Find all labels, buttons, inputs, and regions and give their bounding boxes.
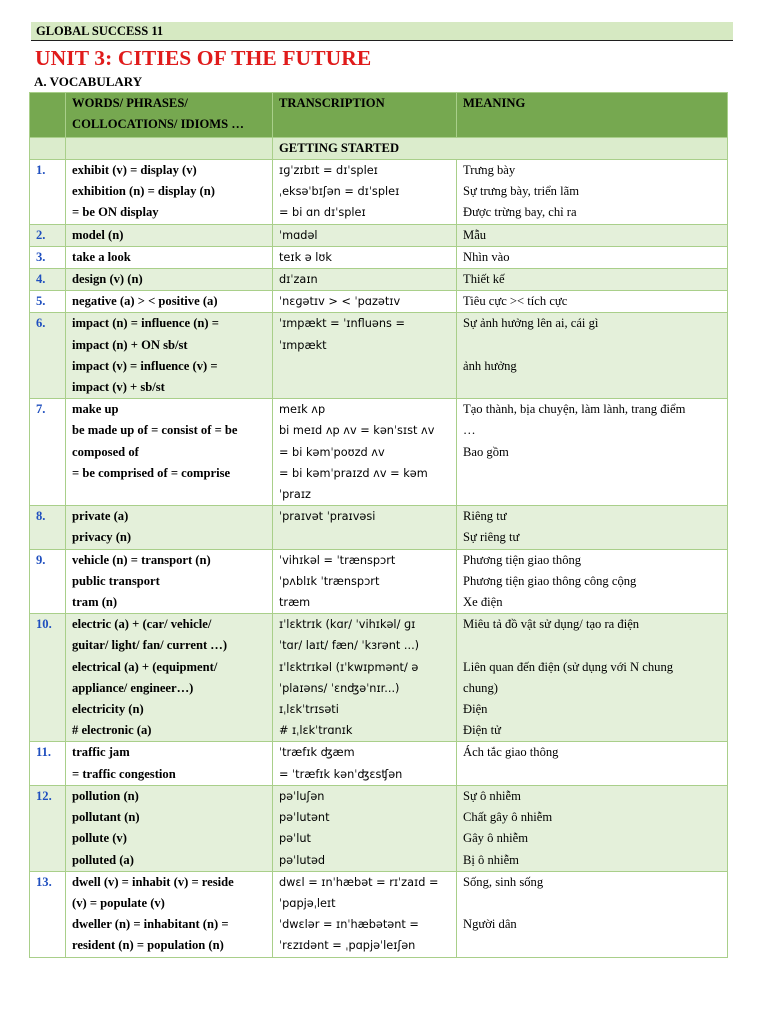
word-line: make up bbox=[72, 402, 119, 417]
meaning-cell bbox=[457, 246, 728, 268]
meaning-line: Thiết kế bbox=[463, 272, 505, 287]
word-line: take a look bbox=[72, 249, 131, 264]
meaning-line: Bị ô nhiễm bbox=[463, 852, 519, 867]
header-words-cell: WORDS/ PHRASES/ COLLOCATIONS/ IDIOMS … bbox=[66, 93, 273, 138]
transcription-line: ˈpraɪz bbox=[279, 488, 311, 502]
transcription-cell bbox=[273, 549, 457, 614]
transcription-cell bbox=[273, 742, 457, 785]
row-number: 12. bbox=[30, 785, 66, 871]
transcription-line: ˈvihɪkəl = ˈtrænspɔrt bbox=[279, 553, 396, 567]
meaning-line: Trưng bày bbox=[463, 163, 516, 177]
meaning-line: Sự trưng bày, triển lãm bbox=[463, 184, 580, 199]
word-line: vehicle (n) = transport (n) bbox=[72, 552, 211, 567]
word-line: (v) = populate (v) bbox=[72, 895, 165, 910]
word-line: resident (n) = population (n) bbox=[72, 938, 224, 953]
table-row bbox=[30, 269, 728, 291]
transcription-line: ˈpraɪvət ˈpraɪvəsi bbox=[279, 510, 376, 524]
word-line: private (a) bbox=[72, 509, 129, 524]
section-empty-cell bbox=[30, 138, 66, 160]
section-empty-cell bbox=[66, 138, 273, 160]
words-cell bbox=[66, 399, 273, 506]
word-line: pollution (n) bbox=[72, 788, 139, 803]
unit-title: UNIT 3: CITIES OF THE FUTURE bbox=[35, 46, 372, 70]
word-line: impact (v) + sb/st bbox=[72, 380, 165, 395]
meaning-line: chung) bbox=[463, 680, 498, 695]
transcription-line: teɪk ə lʊk bbox=[279, 250, 332, 264]
word-line: impact (n) + ON sb/st bbox=[72, 337, 188, 352]
table-row bbox=[30, 224, 728, 246]
meaning-cell bbox=[457, 160, 728, 225]
words-cell bbox=[66, 160, 273, 225]
transcription-line: bi meɪd ʌp ʌv = kənˈsɪst ʌv bbox=[279, 424, 435, 438]
table-row bbox=[30, 871, 728, 957]
table-row bbox=[30, 246, 728, 268]
row-number: 1. bbox=[30, 160, 66, 225]
meaning-cell bbox=[457, 269, 728, 291]
word-line: electric (a) + (car/ vehicle/ bbox=[72, 617, 212, 632]
section-heading-row bbox=[30, 138, 728, 160]
meaning-line: Phương tiện giao thông công cộng bbox=[463, 573, 637, 588]
transcription-line: ɪˌlɛkˈtrɪsəti bbox=[279, 703, 339, 717]
transcription-line: ˈɪmpækt bbox=[279, 338, 327, 352]
meaning-line: Xe điện bbox=[463, 595, 503, 610]
word-line: dweller (n) = inhabitant (n) = bbox=[72, 917, 229, 932]
word-line: = be ON display bbox=[72, 205, 159, 220]
meaning-line: Ách tắc giao thông bbox=[463, 745, 559, 760]
word-line: = be comprised of = comprise bbox=[72, 465, 231, 480]
words-cell bbox=[66, 506, 273, 549]
header-number-cell bbox=[30, 93, 66, 138]
transcription-cell bbox=[273, 313, 457, 399]
word-line: appliance/ engineer…) bbox=[72, 680, 194, 695]
word-line: privacy (n) bbox=[72, 530, 132, 545]
meaning-line: Tạo thành, bịa chuyện, làm lành, trang điểm bbox=[463, 402, 686, 417]
word-line: electrical (a) + (equipment/ bbox=[72, 659, 218, 674]
transcription-cell bbox=[273, 399, 457, 506]
word-line: pollutant (n) bbox=[72, 810, 140, 825]
blank-line bbox=[463, 893, 723, 914]
words-cell bbox=[66, 614, 273, 742]
row-number: 11. bbox=[30, 742, 66, 785]
word-line: dwell (v) = inhabit (v) = reside bbox=[72, 874, 234, 889]
blank-line bbox=[463, 335, 723, 356]
meaning-cell bbox=[457, 785, 728, 871]
word-line: traffic jam bbox=[72, 745, 130, 760]
transcription-cell bbox=[273, 246, 457, 268]
word-line: impact (v) = influence (v) = bbox=[72, 358, 218, 373]
header-transcription-cell: TRANSCRIPTION bbox=[273, 93, 457, 138]
word-line: composed of bbox=[72, 444, 139, 459]
word-line: impact (n) = influence (n) = bbox=[72, 316, 219, 331]
words-cell bbox=[66, 742, 273, 785]
word-line: electricity (n) bbox=[72, 702, 144, 717]
transcription-line: ˈtɑr/ laɪt/ fæn/ ˈkɜrənt ...) bbox=[279, 639, 420, 653]
transcription-cell bbox=[273, 224, 457, 246]
meaning-line: … bbox=[463, 423, 476, 438]
meaning-cell bbox=[457, 549, 728, 614]
transcription-line: ˈtræfɪk ʤæm bbox=[279, 746, 355, 760]
table-row bbox=[30, 614, 728, 742]
transcription-cell bbox=[273, 160, 457, 225]
blank-line bbox=[463, 635, 723, 656]
words-cell bbox=[66, 269, 273, 291]
section-label: A. VOCABULARY bbox=[34, 74, 143, 89]
word-line: public transport bbox=[72, 573, 160, 588]
transcription-line: ˌeksəˈbɪʃən = dɪˈspleɪ bbox=[279, 185, 400, 199]
meaning-line: Riêng tư bbox=[463, 509, 507, 524]
transcription-line: ˈɪmpækt = ˈɪnfluəns = bbox=[279, 317, 405, 331]
transcription-line: = bi kəmˈpoʊzd ʌv bbox=[279, 445, 385, 459]
transcription-cell bbox=[273, 291, 457, 313]
transcription-line: træm bbox=[279, 596, 311, 610]
meaning-line: Gây ô nhiễm bbox=[463, 831, 529, 846]
word-line: design (v) (n) bbox=[72, 272, 143, 287]
row-number: 10. bbox=[30, 614, 66, 742]
words-cell bbox=[66, 549, 273, 614]
meaning-line: Sống, sinh sống bbox=[463, 874, 544, 889]
transcription-line: = bi kəmˈpraɪzd ʌv = kəm bbox=[279, 466, 428, 480]
transcription-cell bbox=[273, 871, 457, 957]
transcription-line: ˈplaɪəns/ ˈɛnʤəˈnɪr...) bbox=[279, 681, 400, 695]
table-header-row bbox=[30, 93, 728, 138]
transcription-line: ˈmɑdəl bbox=[279, 228, 318, 242]
meaning-line: Phương tiện giao thông bbox=[463, 552, 582, 567]
row-number: 9. bbox=[30, 549, 66, 614]
meaning-line: Tiêu cực >< tích cực bbox=[463, 294, 568, 309]
meaning-line: ảnh hưởng bbox=[463, 358, 517, 373]
transcription-line: pəˈlutəd bbox=[279, 853, 326, 867]
transcription-line: = bi ɑn dɪˈspleɪ bbox=[279, 206, 366, 220]
meaning-cell bbox=[457, 291, 728, 313]
meaning-line: Bao gồm bbox=[463, 444, 509, 459]
meaning-line: Người dân bbox=[463, 917, 517, 932]
transcription-line: dwɛl = ɪnˈhæbət = rɪˈzaɪd = bbox=[279, 875, 439, 889]
table-row bbox=[30, 742, 728, 785]
meaning-line: Sự ảnh hưởng lên ai, cái gì bbox=[463, 316, 599, 331]
transcription-line: ˈdwɛlər = ɪnˈhæbətənt = bbox=[279, 918, 419, 932]
transcription-line: ˈnɛɡətɪv > < ˈpɑzətɪv bbox=[279, 295, 401, 309]
transcription-cell bbox=[273, 785, 457, 871]
transcription-line: meɪk ʌp bbox=[279, 403, 326, 417]
words-cell bbox=[66, 785, 273, 871]
word-line: guitar/ light/ fan/ current …) bbox=[72, 638, 228, 653]
word-line: polluted (a) bbox=[72, 852, 134, 867]
meaning-cell bbox=[457, 871, 728, 957]
words-cell bbox=[66, 313, 273, 399]
transcription-line: ɪˈlɛktrɪkəl (ɪˈkwɪpmənt/ ə bbox=[279, 660, 419, 674]
transcription-cell bbox=[273, 506, 457, 549]
transcription-line: ˈpʌblɪk ˈtrænspɔrt bbox=[279, 574, 380, 588]
transcription-line: pəˈluʃən bbox=[279, 789, 325, 803]
meaning-line: Sự riêng tư bbox=[463, 530, 520, 545]
transcription-line: ɪɡˈzɪbɪt = dɪˈspleɪ bbox=[279, 164, 378, 177]
meaning-cell bbox=[457, 224, 728, 246]
vocabulary-table bbox=[29, 92, 728, 958]
row-number: 3. bbox=[30, 246, 66, 268]
transcription-cell bbox=[273, 614, 457, 742]
words-cell bbox=[66, 291, 273, 313]
words-cell bbox=[66, 246, 273, 268]
meaning-line: Nhìn vào bbox=[463, 249, 510, 264]
header-meaning-cell: MEANING bbox=[457, 93, 728, 138]
meaning-line: Điện tử bbox=[463, 723, 501, 738]
transcription-line: ɪˈlɛktrɪk (kɑr/ ˈvihɪkəl/ ɡɪ bbox=[279, 618, 416, 632]
book-header: GLOBAL SUCCESS 11 bbox=[36, 24, 164, 38]
transcription-line: ˈpɑpjəˌleɪt bbox=[279, 896, 336, 910]
table-row bbox=[30, 549, 728, 614]
words-cell bbox=[66, 224, 273, 246]
table-row bbox=[30, 313, 728, 399]
meaning-cell bbox=[457, 399, 728, 506]
transcription-line: dɪˈzaɪn bbox=[279, 273, 318, 287]
word-line: exhibition (n) = display (n) bbox=[72, 184, 215, 199]
meaning-line: Mẫu bbox=[463, 227, 487, 242]
word-line: tram (n) bbox=[72, 595, 118, 610]
transcription-line: ˈrɛzɪdənt = ˌpɑpjəˈleɪʃən bbox=[279, 939, 416, 953]
transcription-line: pəˈlut bbox=[279, 832, 311, 846]
row-number: 6. bbox=[30, 313, 66, 399]
section-heading: GETTING STARTED bbox=[273, 138, 728, 160]
transcription-line: pəˈlutənt bbox=[279, 811, 330, 825]
transcription-line: = ˈtræfɪk kənˈʤɛsʧən bbox=[279, 767, 403, 781]
meaning-cell bbox=[457, 614, 728, 742]
row-number: 5. bbox=[30, 291, 66, 313]
words-cell bbox=[66, 871, 273, 957]
row-number: 7. bbox=[30, 399, 66, 506]
word-line: negative (a) > < positive (a) bbox=[72, 294, 218, 309]
row-number: 2. bbox=[30, 224, 66, 246]
word-line: = traffic congestion bbox=[72, 766, 176, 781]
table-row bbox=[30, 785, 728, 871]
meaning-line: Được trừng bay, chỉ ra bbox=[463, 205, 577, 220]
meaning-line: Chất gây ô nhiễm bbox=[463, 810, 553, 825]
meaning-line: Điện bbox=[463, 702, 488, 717]
transcription-line: # ɪˌlɛkˈtrɑnɪk bbox=[279, 724, 353, 738]
meaning-line: Sự ô nhiễm bbox=[463, 788, 521, 803]
word-line: pollute (v) bbox=[72, 831, 127, 846]
word-line: be made up of = consist of = be bbox=[72, 423, 238, 438]
meaning-cell bbox=[457, 313, 728, 399]
table-row bbox=[30, 291, 728, 313]
meaning-line: Miêu tả đồ vật sử dụng/ tạo ra điện bbox=[463, 617, 640, 632]
row-number: 8. bbox=[30, 506, 66, 549]
meaning-cell bbox=[457, 742, 728, 785]
table-row bbox=[30, 399, 728, 506]
transcription-cell bbox=[273, 269, 457, 291]
row-number: 4. bbox=[30, 269, 66, 291]
word-line: # electronic (a) bbox=[72, 723, 152, 738]
word-line: model (n) bbox=[72, 227, 124, 242]
table-row bbox=[30, 160, 728, 225]
table-row bbox=[30, 506, 728, 549]
meaning-line: Liên quan đến điện (sử dụng với N chung bbox=[463, 659, 674, 674]
meaning-cell bbox=[457, 506, 728, 549]
word-line: exhibit (v) = display (v) bbox=[72, 163, 197, 177]
row-number: 13. bbox=[30, 871, 66, 957]
